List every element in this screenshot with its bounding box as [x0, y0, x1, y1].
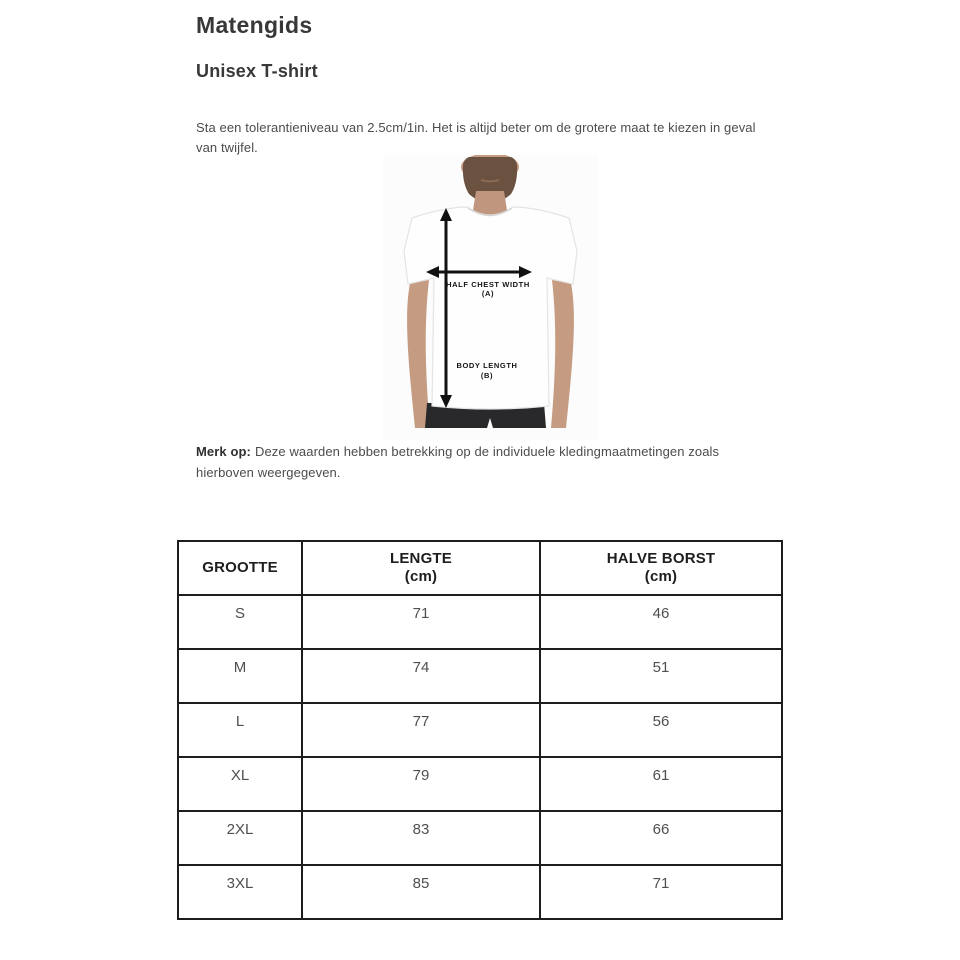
- page-title: Matengids: [196, 12, 313, 38]
- length-cell: 74: [302, 649, 540, 703]
- length-cell: 85: [302, 865, 540, 919]
- product-title: Unisex T-shirt: [196, 61, 318, 81]
- half-chest-label: HALF CHEST WIDTH: [446, 280, 530, 289]
- size-table: [177, 540, 783, 920]
- col-header-length: LENGTE (cm): [302, 541, 540, 595]
- chest-cell: 66: [540, 811, 782, 865]
- col-header-chest: HALVE BORST (cm): [540, 541, 782, 595]
- note-text: Deze waarden hebben betrekking op de individuele kledingmaatmetingen zoals hierboven weergegeven.: [196, 444, 720, 480]
- table-row-l: [178, 703, 782, 757]
- note-label: Merk op:: [196, 444, 251, 459]
- size-cell: M: [178, 649, 302, 703]
- chest-cell: 46: [540, 595, 782, 649]
- size-cell: L: [178, 703, 302, 757]
- size-cell: XL: [178, 757, 302, 811]
- table-row-3xl: [178, 865, 782, 919]
- length-cell: 79: [302, 757, 540, 811]
- measurement-note: [196, 441, 738, 483]
- size-cell: 2XL: [178, 811, 302, 865]
- length-cell: 77: [302, 703, 540, 757]
- size-cell: 3XL: [178, 865, 302, 919]
- chest-cell: 56: [540, 703, 782, 757]
- table-row-2xl: [178, 811, 782, 865]
- size-cell: S: [178, 595, 302, 649]
- table-row-s: [178, 595, 782, 649]
- chest-cell: 51: [540, 649, 782, 703]
- table-row-m: [178, 649, 782, 703]
- length-cell: 71: [302, 595, 540, 649]
- half-chest-key: (A): [481, 289, 495, 298]
- chest-cell: 71: [540, 865, 782, 919]
- length-cell: 83: [302, 811, 540, 865]
- chest-cell: 61: [540, 757, 782, 811]
- col-header-size: GROOTTE: [178, 541, 302, 595]
- body-length-key: (B): [480, 371, 494, 380]
- table-row-xl: [178, 757, 782, 811]
- tshirt-measurement-diagram: [383, 155, 598, 440]
- size-table-header-row: [178, 541, 782, 595]
- body-length-label: BODY LENGTH: [456, 361, 518, 370]
- tolerance-note: Sta een tolerantieniveau van 2.5cm/1in. Het is altijd beter om de grotere maat te kiezen in geval van twijfel.: [196, 120, 756, 155]
- tshirt-photo: [383, 155, 598, 440]
